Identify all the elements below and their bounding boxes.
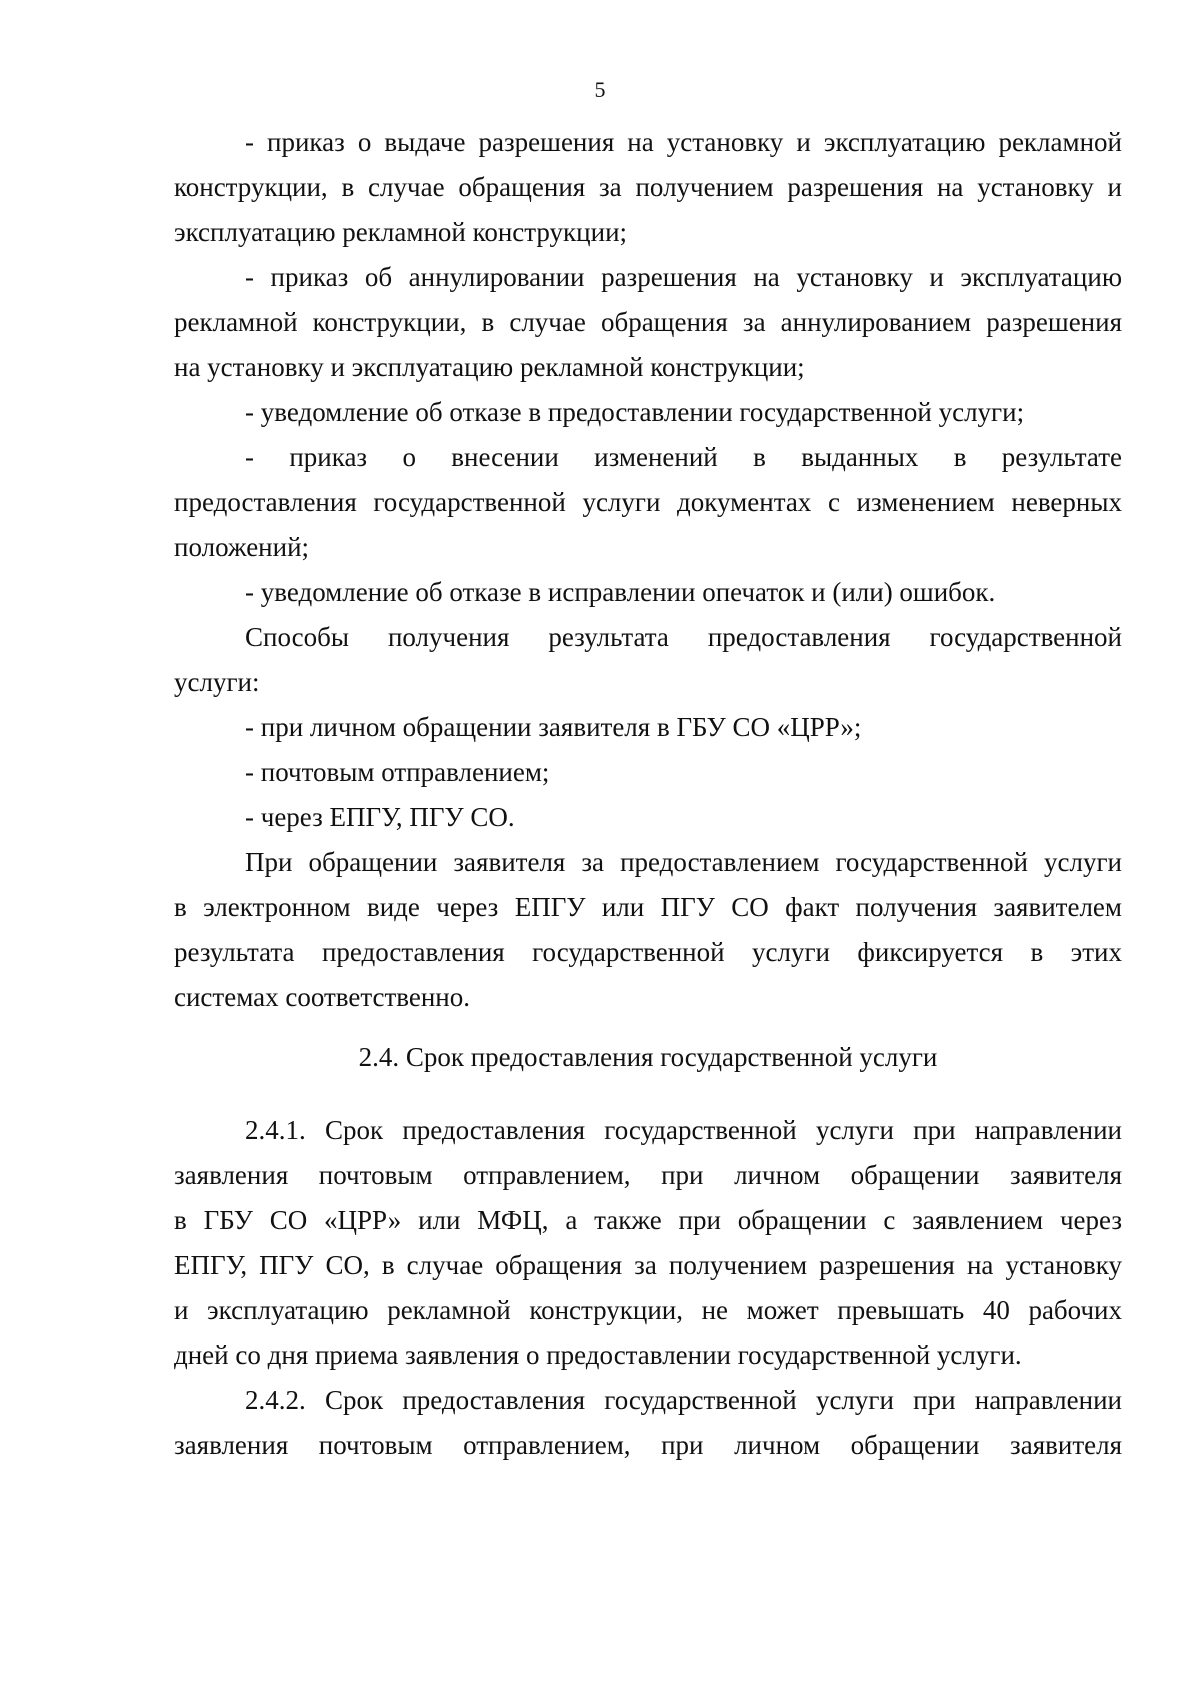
page-number: 5 xyxy=(594,77,606,102)
text-line: эксплуатацию рекламной конструкции; xyxy=(174,217,628,247)
text-line: При обращении заявителя за предоставлением государственной услуги xyxy=(245,847,1122,877)
text-line: - приказ о выдаче разрешения на установку и эксплуатацию рекламной xyxy=(245,127,1122,157)
text-line: заявления почтовым отправлением, при личном обращении заявителя xyxy=(174,1430,1122,1460)
text-line: - приказ о внесении изменений в выданных в результате xyxy=(245,442,1122,472)
text-line: 2.4.1. Срок предоставления государственной услуги при направлении xyxy=(245,1115,1122,1145)
text-line: - уведомление об отказе в исправлении опечаток и (или) ошибок. xyxy=(245,577,996,607)
text-line: на установку и эксплуатацию рекламной конструкции; xyxy=(174,352,805,382)
text-line: 2.4.2. Срок предоставления государственной услуги при направлении xyxy=(245,1385,1122,1415)
text-line: - приказ об аннулировании разрешения на установку и эксплуатацию xyxy=(245,262,1122,292)
text-line: - уведомление об отказе в предоставлении государственной услуги; xyxy=(245,397,1025,427)
section-heading: 2.4. Срок предоставления государственной услуги xyxy=(358,1042,938,1072)
text-line: положений; xyxy=(174,532,310,562)
text-line: - через ЕПГУ, ПГУ СО. xyxy=(245,802,515,832)
text-line: в электронном виде через ЕПГУ или ПГУ СО факт получения заявителем xyxy=(174,892,1122,922)
text-line: системах соответственно. xyxy=(174,982,470,1012)
text-line: заявления почтовым отправлением, при личном обращении заявителя xyxy=(174,1160,1122,1190)
text-line: предоставления государственной услуги документах с изменением неверных xyxy=(174,487,1122,517)
text-line: результата предоставления государственной услуги фиксируется в этих xyxy=(174,937,1122,967)
text-line: - при личном обращении заявителя в ГБУ СО «ЦРР»; xyxy=(245,712,862,742)
text-line: конструкции, в случае обращения за получением разрешения на установку и xyxy=(174,172,1122,202)
text-line: и эксплуатацию рекламной конструкции, не может превышать 40 рабочих xyxy=(174,1295,1122,1325)
text-line: - почтовым отправлением; xyxy=(245,757,550,787)
text-line: ЕПГУ, ПГУ СО, в случае обращения за получением разрешения на установку xyxy=(174,1250,1122,1280)
text-line: дней со дня приема заявления о предоставлении государственной услуги. xyxy=(174,1340,1022,1370)
text-line: услуги: xyxy=(174,667,260,697)
text-line: Способы получения результата предоставления государственной xyxy=(245,622,1122,652)
text-line: рекламной конструкции, в случае обращения за аннулированием разрешения xyxy=(174,307,1122,337)
text-line: в ГБУ СО «ЦРР» или МФЦ, а также при обращении с заявлением через xyxy=(174,1205,1122,1235)
